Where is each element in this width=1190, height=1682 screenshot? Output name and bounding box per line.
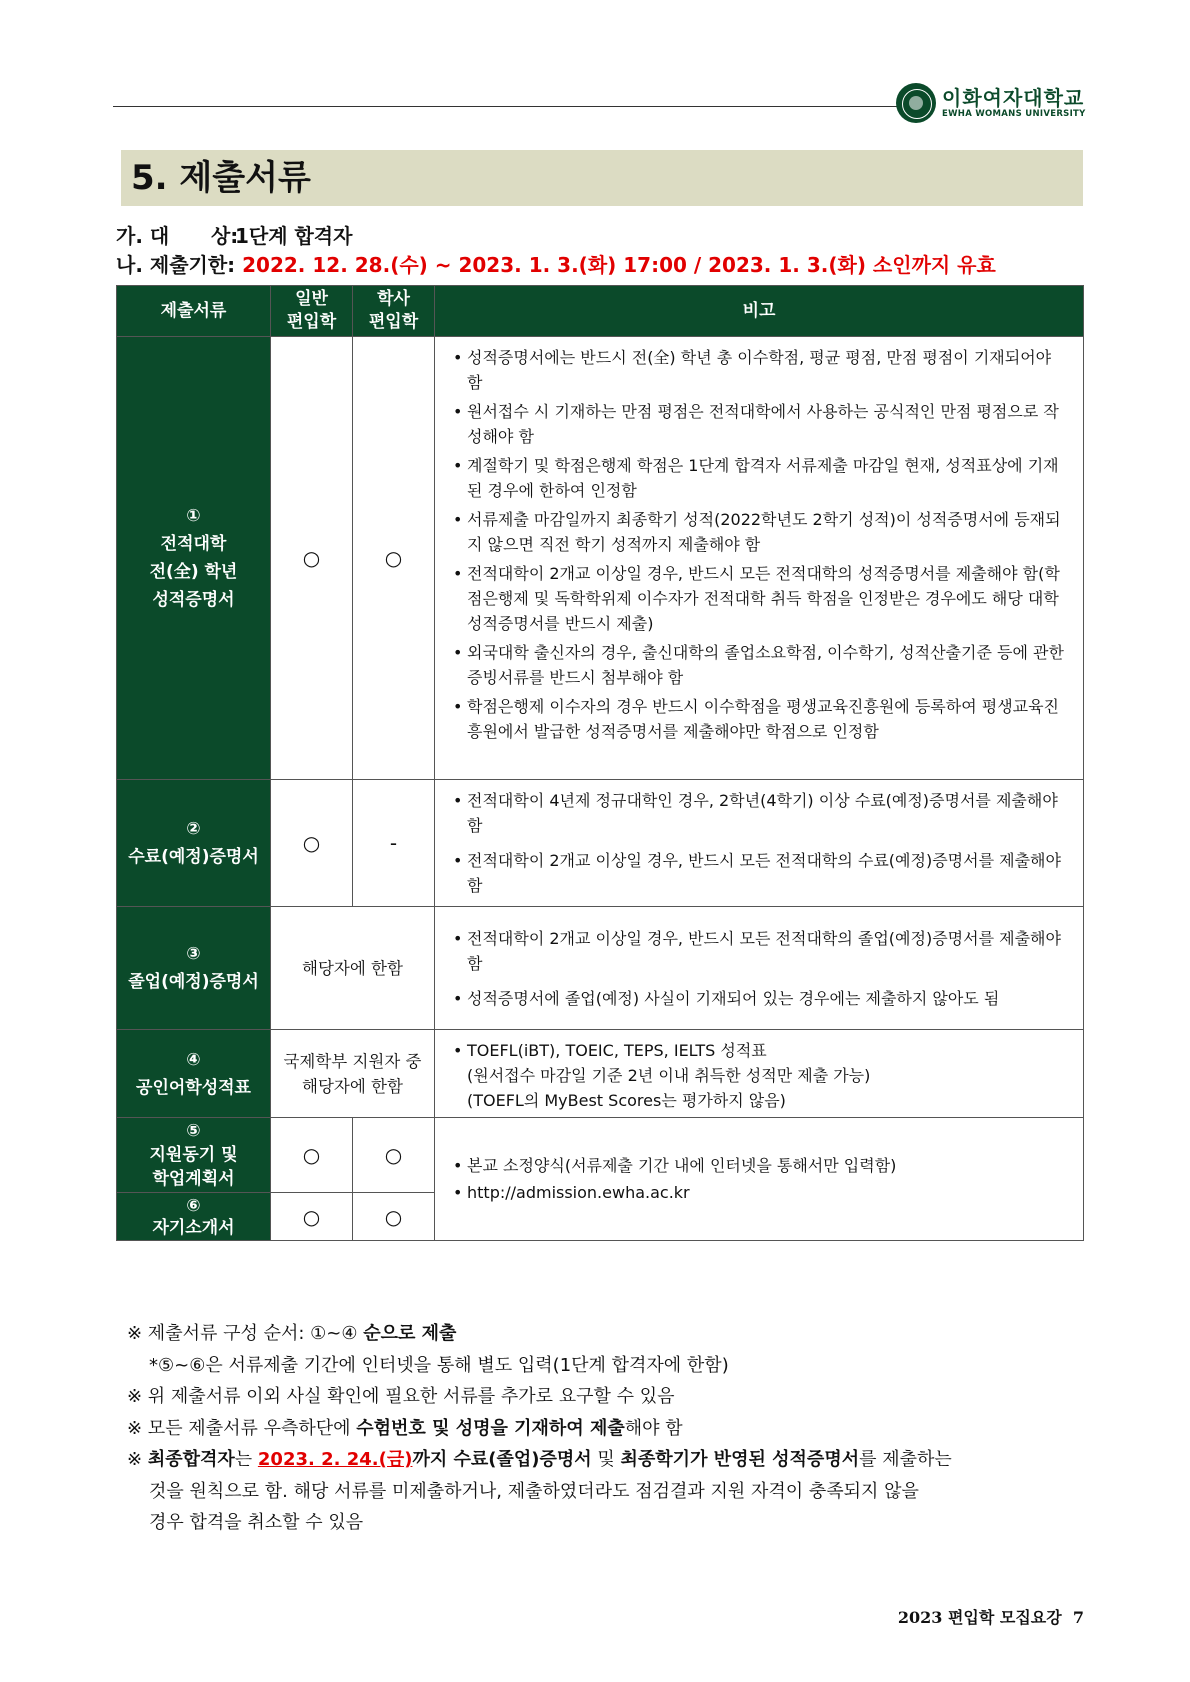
list-item: • 전적대학이 2개교 이상일 경우, 반드시 모든 전적대학의 졸업(예정)증명서를 제출해야 함 xyxy=(453,926,1071,976)
logo-english-name: EWHA WOMANS UNIVERSITY xyxy=(942,108,1086,119)
target-label: 가. 대 상: xyxy=(116,224,239,248)
table-row xyxy=(117,337,1084,780)
footnote-additional: ※ 위 제출서류 이외 사실 확인에 필요한 서류를 추가로 요구할 수 있음 xyxy=(127,1386,675,1407)
deadline-line xyxy=(116,249,996,278)
list-item: • 전적대학이 4년제 정규대학인 경우, 2학년(4학기) 이상 수료(예정)증명서를 제출해야 함 xyxy=(453,788,1071,838)
general-mark: ○ xyxy=(271,1118,353,1193)
target-value: 1단계 합격자 xyxy=(234,224,353,248)
header-documents: 제출서류 xyxy=(117,286,271,337)
footnote-order: ※ 제출서류 구성 순서: ①~④ 순으로 제출 xyxy=(127,1323,457,1344)
list-item: • TOEFL(iBT), TOEIC, TEPS, IELTS 성적표 xyxy=(453,1038,1071,1063)
doc-name-cell: ⑤ 지원동기 및 학업계획서 xyxy=(117,1118,271,1193)
admission-url: • http://admission.ewha.ac.kr xyxy=(453,1180,1071,1205)
table-row xyxy=(117,780,1084,907)
list-item: • 학점은행제 이수자의 경우 반드시 이수학점을 평생교육진흥원에 등록하여 평생교육진흥원에서 발급한 성적증명서를 제출해야만 학점으로 인정함 xyxy=(453,694,1071,744)
header-rule xyxy=(113,106,897,107)
header-bachelor-transfer: 학사 편입학 xyxy=(353,286,435,337)
logo-korean-name: 이화여자대학교 xyxy=(942,85,1085,110)
footnote-labeling: ※ 모든 제출서류 우측하단에 수험번호 및 성명을 기재하여 제출해야 함 xyxy=(127,1417,683,1439)
header-general-transfer: 일반 편입학 xyxy=(271,286,353,337)
deadline-value: 2022. 12. 28.(수) ~ 2023. 1. 3.(화) 17:00 / 2023. 1. 3.(화) 소인까지 유효 xyxy=(242,253,996,277)
remarks-cell xyxy=(435,780,1084,907)
remarks-cell xyxy=(435,1118,1084,1241)
footnotes xyxy=(127,1318,1067,1539)
general-mark: ○ xyxy=(271,780,353,907)
remarks-cell xyxy=(435,337,1084,780)
section-title: 5. 제출서류 xyxy=(121,150,1083,206)
list-item: • 성적증명서에 졸업(예정) 사실이 기재되어 있는 경우에는 제출하지 않아도 됨 xyxy=(453,986,1071,1011)
university-seal-icon xyxy=(896,83,936,123)
remarks-cell xyxy=(435,907,1084,1030)
table-row xyxy=(117,1118,1084,1193)
doc-name-cell: ⑥ 자기소개서 xyxy=(117,1193,271,1241)
eligibility-cell: 해당자에 한함 xyxy=(271,907,435,1030)
table-row xyxy=(117,1030,1084,1118)
footnote-order-sub: *⑤~⑥은 서류제출 기간에 인터넷을 통해 별도 입력(1단계 합격자에 한함) xyxy=(149,1354,729,1376)
list-item: • 전적대학이 2개교 이상일 경우, 반드시 모든 전적대학의 수료(예정)증명서를 제출해야 함 xyxy=(453,848,1071,898)
score-conditions: (원서접수 마감일 기준 2년 이내 취득한 성적만 제출 가능) (TOEFL의 MyBest Scores는 평가하지 않음) xyxy=(467,1066,871,1110)
doc-name-cell: ② 수료(예정)증명서 xyxy=(117,780,271,907)
doc-name-cell: ① 전적대학 전(全) 학년 성적증명서 xyxy=(117,337,271,780)
eligibility-cell: 국제학부 지원자 중 해당자에 한함 xyxy=(271,1030,435,1118)
list-item: • 계절학기 및 학점은행제 학점은 1단계 합격자 서류제출 마감일 현재, 성적표상에 기재된 경우에 한하여 인정함 xyxy=(453,453,1071,503)
university-logo xyxy=(896,83,1086,123)
bachelor-mark: - xyxy=(353,780,435,907)
table-row xyxy=(117,907,1084,1030)
doc-name-cell: ④ 공인어학성적표 xyxy=(117,1030,271,1118)
list-item: • 외국대학 출신자의 경우, 출신대학의 졸업소요학점, 이수학기, 성적산출기준 등에 관한 증빙서류를 반드시 첨부해야 함 xyxy=(453,640,1071,690)
bachelor-mark: ○ xyxy=(353,1118,435,1193)
page-footer: 2023 편입학 모집요강 7 xyxy=(897,1608,1084,1627)
bachelor-mark: ○ xyxy=(353,1193,435,1241)
list-item: • 성적증명서에는 반드시 전(全) 학년 총 이수학점, 평균 평점, 만점 평점이 기재되어야 함 xyxy=(453,345,1071,395)
bachelor-mark: ○ xyxy=(353,337,435,780)
doc-name-cell: ③ 졸업(예정)증명서 xyxy=(117,907,271,1030)
footnote-final-admission: ※ 최종합격자는 2023. 2. 24.(금)까지 수료(졸업)증명서 및 최종학기가 반영된 성적증명서를 제출하는 xyxy=(127,1449,952,1470)
list-item: • 원서접수 시 기재하는 만점 평점은 전적대학에서 사용하는 공식적인 만점 평점으로 작성해야 함 xyxy=(453,399,1071,449)
list-item: • 서류제출 마감일까지 최종학기 성적(2022학년도 2학기 성적)이 성적증명서에 등재되지 않으면 직전 학기 성적까지 제출해야 함 xyxy=(453,507,1071,557)
general-mark: ○ xyxy=(271,337,353,780)
footnote-final-admission-line2: 것을 원칙으로 함. 해당 서류를 미제출하거나, 제출하였더라도 점검결과 지원 자격이 충족되지 않을 xyxy=(149,1480,919,1502)
header-remarks: 비고 xyxy=(435,286,1084,337)
documents-table xyxy=(116,285,1084,1241)
list-item: • 본교 소정양식(서류제출 기간 내에 인터넷을 통해서만 입력함) xyxy=(453,1153,1071,1178)
general-mark: ○ xyxy=(271,1193,353,1241)
list-item: • 전적대학이 2개교 이상일 경우, 반드시 모든 전적대학의 성적증명서를 제출해야 함(학점은행제 및 독학학위제 이수자가 전적대학 취득 학점을 인정받은 경우에도 해당 대학 성적증명서를 반드시 제출) xyxy=(453,561,1071,636)
deadline-label: 나. 제출기한: xyxy=(116,253,236,277)
remarks-cell xyxy=(435,1030,1084,1118)
target-line xyxy=(116,220,352,249)
table-header-row xyxy=(117,286,1084,337)
footnote-final-admission-line3: 경우 합격을 취소할 수 있음 xyxy=(149,1512,364,1533)
